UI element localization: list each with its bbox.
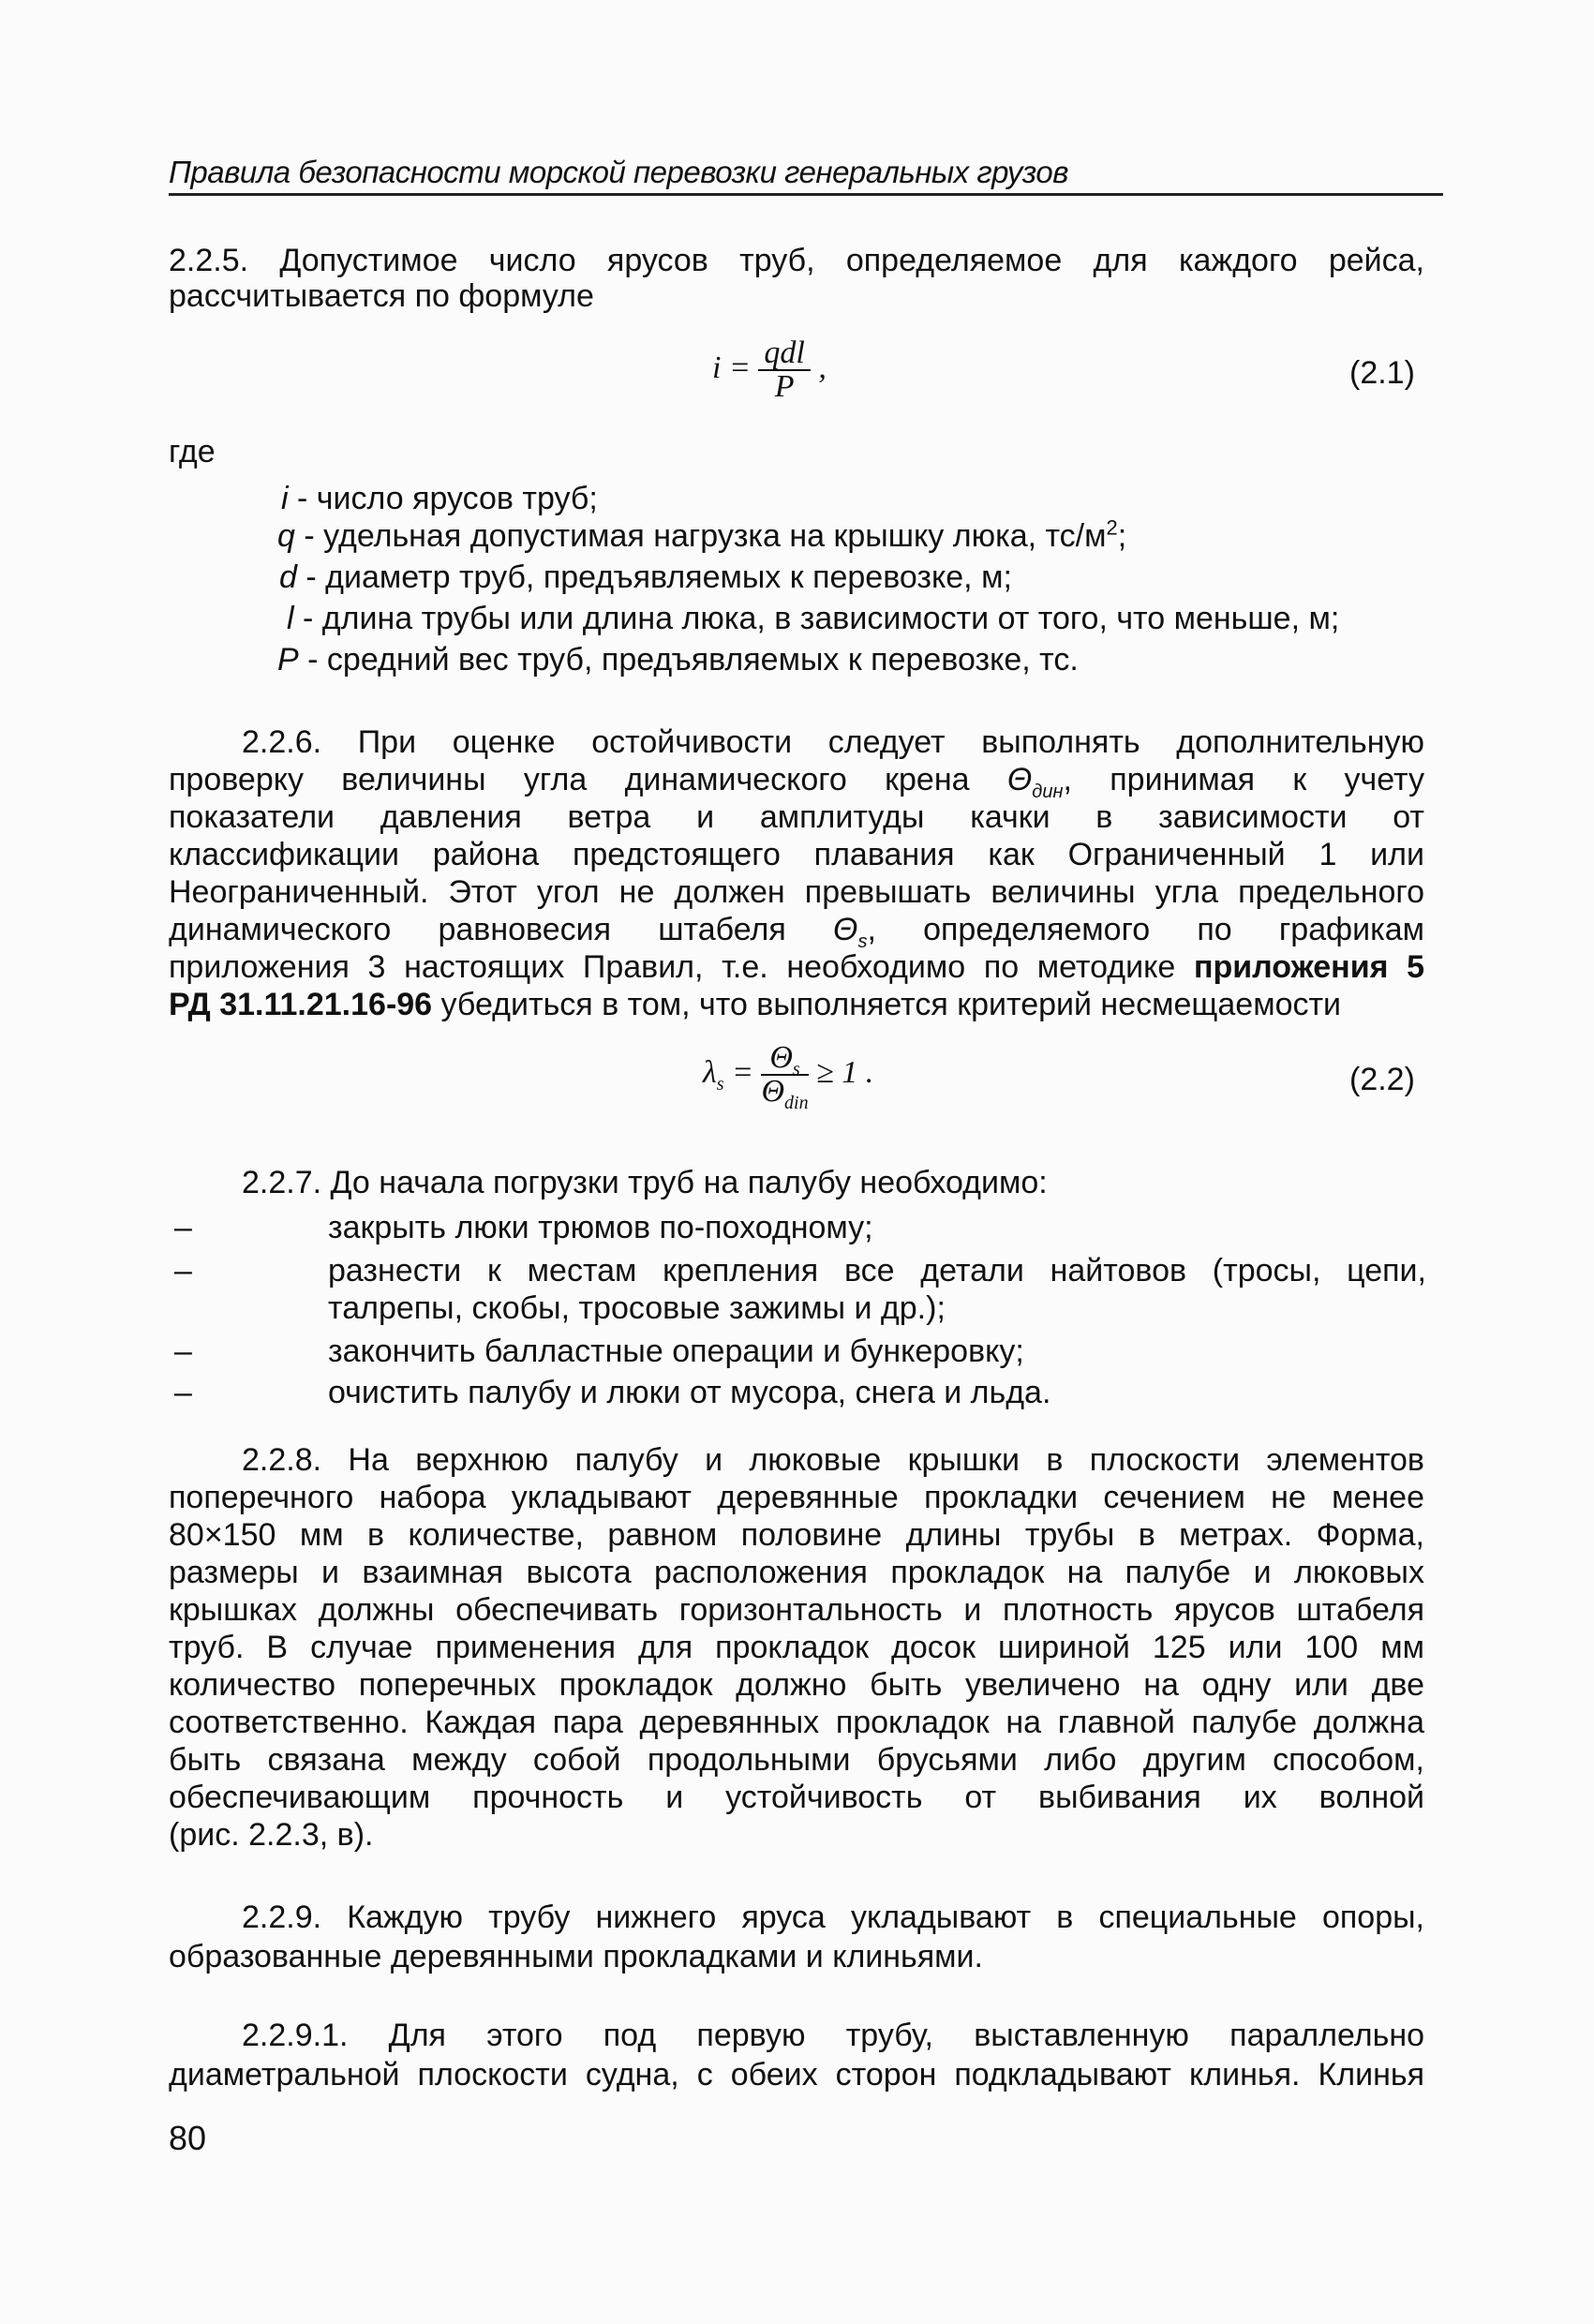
p226-line-5: Неограниченный. Этот угол не должен превышать величины угла предельного — [169, 874, 1424, 910]
list-dash: – — [174, 1375, 192, 1410]
p226-line-2 — [169, 761, 1424, 802]
list-item-continuation: талрепы, скобы, тросовые зажимы и др.); — [328, 1290, 946, 1326]
definition-after: ; — [1117, 518, 1127, 554]
formula-2-2 — [703, 1040, 874, 1113]
theta-dyn-symbol: $\Theta_{дин}$ — [1006, 762, 1064, 802]
definition-text: - число ярусов труб; — [297, 481, 598, 516]
p225-line-1: 2.2.5. Допустимое число ярусов труб, определяемое для каждого рейса, — [169, 243, 1424, 278]
formula-numerator: $\Theta_s$ — [761, 1042, 808, 1076]
definition-q — [277, 517, 1126, 555]
p229-line-2: образованные деревянными прокладками и клиньями. — [169, 1939, 983, 1974]
definition-d — [279, 559, 1012, 596]
p226-text: , принимая к учету — [1063, 762, 1424, 797]
list-item: закончить балластные операции и бункеровку; — [328, 1333, 1024, 1369]
p228-line-1: 2.2.8. На верхнюю палубу и люковые крышки в плоскости элементов — [242, 1442, 1424, 1478]
p228-line-2: поперечного набора укладывают деревянные прокладки сечением не менее — [169, 1480, 1424, 1515]
p226-text: приложения 3 настоящих Правил, т.е. необходимо по методике — [169, 949, 1176, 985]
p2291-line-1: 2.2.9.1. Для этого под первую трубу, выставленную параллельно — [242, 2018, 1424, 2053]
p226-text: , определяемого по графикам — [867, 912, 1424, 947]
definition-p — [277, 641, 1079, 678]
p226-line-1: 2.2.6. При оценке остойчивости следует выполнять дополнительную — [242, 724, 1424, 760]
theta-s-symbol: $\Theta_s$ — [832, 912, 868, 952]
running-header: Правила безопасности морской перевозки генеральных грузов — [169, 152, 1443, 196]
formula-lhs: $\lambda_s$ — [703, 1054, 724, 1095]
p226-line-3: показатели давления ветра и амплитуды качки в зависимости от — [169, 799, 1424, 835]
p226-text: динамического равновесия штабеля — [169, 912, 786, 947]
p226-bold-reference: приложения 5 — [1193, 949, 1425, 985]
p228-line-10: обеспечивающим прочность и устойчивость от выбивания их волной — [169, 1780, 1424, 1815]
p226-line-7 — [169, 948, 1424, 986]
definition-superscript: 2 — [1106, 515, 1118, 540]
p227-intro: 2.2.7. До начала погрузки труб на палубу необходимо: — [242, 1165, 1048, 1200]
formula-2-1 — [712, 337, 827, 403]
formula-fraction — [761, 1040, 809, 1113]
definition-symbol: l — [287, 601, 294, 636]
p226-text: проверку величины угла динамического крена — [169, 762, 970, 797]
p228-line-5: крышках должны обеспечивать горизонтальность и плотность ярусов штабеля — [169, 1592, 1424, 1628]
definition-text: - длина трубы или длина люка, в зависимости от того, что меньше, м; — [303, 601, 1340, 636]
p226-line-6 — [169, 911, 1424, 952]
definition-symbol: i — [281, 481, 289, 516]
p229-line-1: 2.2.9. Каждую трубу нижнего яруса укладывают в специальные опоры, — [242, 1899, 1424, 1935]
formula-lhs: i — [712, 350, 722, 385]
list-dash: – — [174, 1333, 192, 1369]
formula-eq: = — [728, 350, 751, 385]
page-number: 80 — [169, 2119, 207, 2157]
equation-number-2-2: (2.2) — [1349, 1062, 1415, 1097]
list-item: очистить палубу и люки от мусора, снега и льда. — [328, 1375, 1051, 1410]
definition-text: - средний вес труб, предъявляемых к перевозке, тс. — [307, 642, 1079, 678]
equation-number-2-1: (2.1) — [1349, 355, 1415, 391]
list-item: закрыть люки трюмов по-походному; — [328, 1210, 873, 1245]
p228-line-6: труб. В случае применения для прокладок досок шириной 125 или 100 мм — [169, 1630, 1424, 1665]
p228-line-8: соответственно. Каждая пара деревянных прокладок на главной палубе должна — [169, 1705, 1424, 1740]
formula-fraction — [758, 337, 810, 403]
p228-line-9: быть связана между собой продольными брусьями либо другим способом, — [169, 1742, 1424, 1778]
formula-tail: ≥ 1 . — [816, 1054, 874, 1090]
formula-numerator: qdl — [758, 337, 810, 371]
formula-denominator: P — [774, 369, 795, 404]
definition-symbol: q — [277, 518, 295, 554]
formula-tail: , — [818, 350, 827, 385]
list-dash: – — [174, 1253, 192, 1289]
p228-line-7: количество поперечных прокладок должно быть увеличено на одну или две — [169, 1667, 1424, 1703]
definition-i — [281, 480, 598, 517]
definition-l — [287, 600, 1339, 637]
p226-bold-reference: РД 31.11.21.16-96 — [169, 987, 433, 1022]
definition-symbol: P — [277, 642, 299, 678]
p228-line-11: (рис. 2.2.3, в). — [169, 1817, 374, 1853]
list-item: разнести к местам крепления все детали найтовов (тросы, цепи, — [328, 1253, 1426, 1289]
definition-text: - диаметр труб, предъявляемых к перевозке, м; — [305, 559, 1012, 595]
formula-eq: = — [732, 1054, 753, 1090]
definition-symbol: d — [279, 559, 297, 595]
p228-line-4: размеры и взаимная высота расположения прокладок на палубе и люковых — [169, 1555, 1424, 1590]
list-dash: – — [174, 1210, 192, 1245]
where-label: где — [169, 434, 216, 469]
definition-text: - удельная допустимая нагрузка на крышку люка, тс/м — [304, 518, 1107, 554]
formula-denominator: $\Theta_{din}$ — [761, 1074, 809, 1113]
p228-line-3: 80×150 мм в количестве, равном половине длины трубы в метрах. Форма, — [169, 1517, 1424, 1553]
p226-line-4: классификации района предстоящего плавания как Ограниченный 1 или — [169, 837, 1424, 872]
p2291-line-2: диаметральной плоскости судна, с обеих сторон подкладывают клинья. Клинья — [169, 2057, 1424, 2093]
p225-line-2: рассчитывается по формуле — [169, 278, 594, 314]
p226-text: убедиться в том, что выполняется критерий несмещаемости — [440, 987, 1342, 1022]
p226-line-8 — [169, 986, 1424, 1023]
